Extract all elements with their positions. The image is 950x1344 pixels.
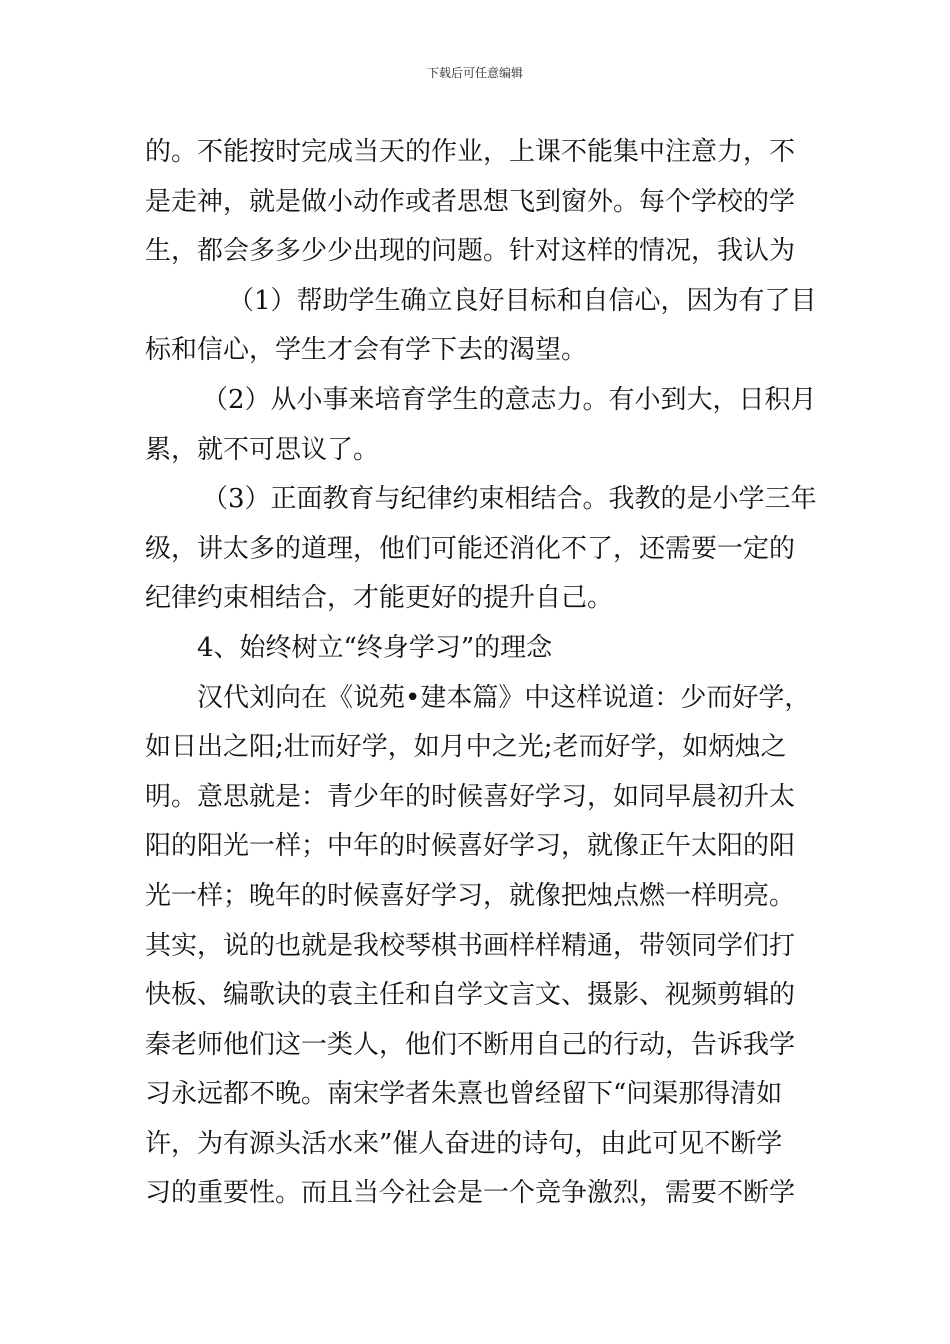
text-line: 光一样；晚年的时候喜好学习，就像把烛点燃一样明亮。 (145, 880, 796, 911)
text-line: 习永远都不晚。南宋学者朱熹也曾经留下“问渠那得清如 (145, 1079, 783, 1110)
text-line: 是走神，就是做小动作或者思想飞到窗外。每个学校的学 (145, 186, 796, 217)
text-line: （1）帮助学生确立良好目标和自信心，因为有了目 (228, 285, 817, 316)
text-line: 纪律约束相结合，才能更好的提升自己。 (145, 583, 614, 614)
text-line: 4、始终树立“终身学习”的理念 (197, 632, 553, 663)
text-line: 级，讲太多的道理，他们可能还消化不了，还需要一定的 (145, 533, 796, 564)
text-line: （3）正面教育与纪律约束相结合。我教的是小学三年 (202, 484, 817, 515)
text-line: 累，就不可思议了。 (145, 434, 380, 465)
text-line: 生，都会多多少少出现的问题。针对这样的情况，我认为 (145, 236, 796, 267)
page-header: 下载后可任意编辑 (426, 66, 523, 80)
text-line: 阳的阳光一样；中年的时候喜好学习，就像正午太阳的阳 (145, 831, 796, 862)
text-line: 快板、编歌诀的袁主任和自学文言文、摄影、视频剪辑的 (145, 980, 796, 1011)
document-body (145, 128, 817, 1219)
text-line: 秦老师他们这一类人，他们不断用自己的行动，告诉我学 (145, 1029, 796, 1060)
text-line: 许，为有源头活水来”催人奋进的诗句，由此可见不断学 (145, 1128, 783, 1159)
text-line: 汉代刘向在《说苑•建本篇》中这样说道：少而好学， (197, 682, 811, 713)
text-line: 习的重要性。而且当今社会是一个竞争激烈，需要不断学 (145, 1178, 796, 1209)
text-line: 标和信心，学生才会有学下去的渴望。 (145, 335, 588, 366)
text-line: 明。意思就是：青少年的时候喜好学习，如同早晨初升太 (145, 781, 796, 812)
text-line: 的。不能按时完成当天的作业，上课不能集中注意力，不 (145, 137, 796, 167)
text-line: 如日出之阳;壮而好学，如月中之光;老而好学，如炳烛之 (145, 732, 787, 763)
text-line: （2）从小事来培育学生的意志力。有小到大，日积月 (202, 384, 817, 415)
text-line: 其实，说的也就是我校琴棋书画样样精通，带领同学们打 (145, 930, 796, 961)
